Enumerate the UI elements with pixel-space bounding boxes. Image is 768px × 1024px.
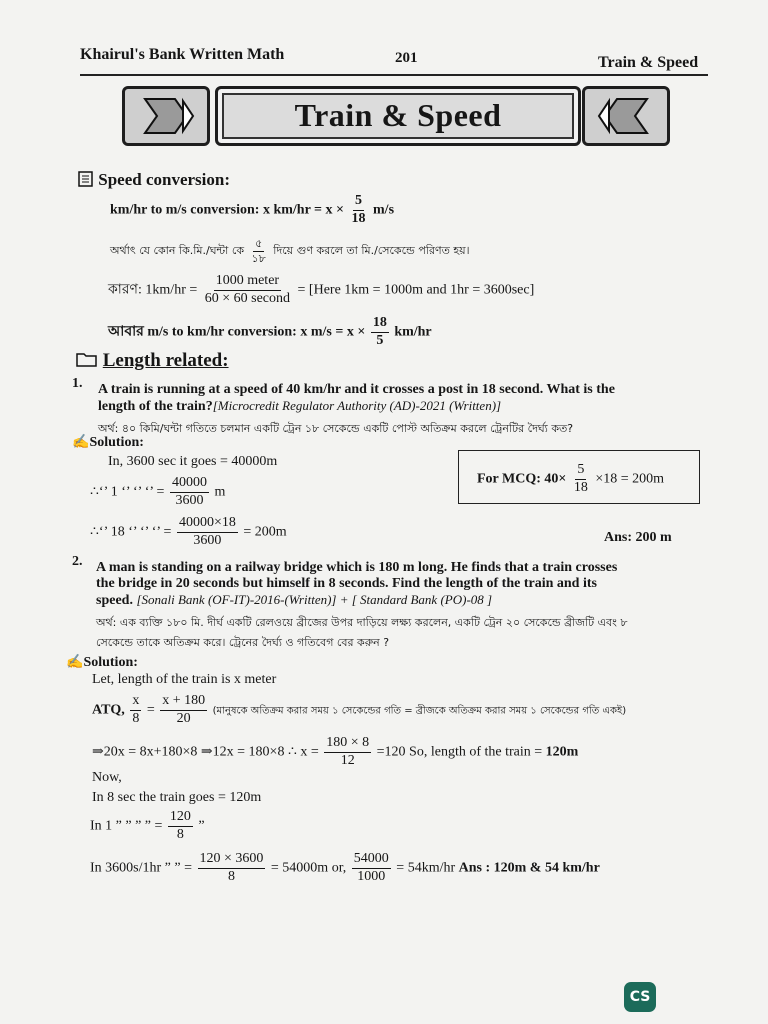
fraction: $\frac{5}{18}$ — [351, 193, 366, 226]
question-2-line1: A man is standing on a railway bridge which is 180 m long. He finds that a train crosses — [96, 560, 618, 575]
solution-2-atq: ATQ, $\frac{x}{8}$ = $\frac{x + 180}{20}$ (মানুষকে অতিক্রম করার সময় ১ সেকেন্ডের গতি = ব্রীজকে অতিক্রম করার সময় ১ সেকেন্ডের গতি একই) — [92, 693, 627, 726]
solution-1-label: ✍Solution: — [72, 435, 144, 450]
reason-label: কারণ: 1km/hr = — [108, 282, 198, 298]
section-length-related: Length related: — [76, 350, 229, 372]
solution-2-let: Let, length of the train is x meter — [92, 672, 277, 687]
mcq-shortcut-box: For MCQ: 40× $\frac{5}{18}$ ×18 = 200m — [458, 450, 700, 504]
question-2-line2: the bridge in 20 seconds but himself in 8 seconds. Find the length of the train and its — [96, 576, 597, 591]
answer-1: Ans: 200 m — [604, 530, 672, 545]
unit: m/s — [373, 202, 395, 218]
solution-1-step3: ∴‘’ 18 ‘’ ‘’ ‘’ = $\frac{40000\times 18}{3600}$ = 200m — [90, 515, 287, 548]
question-1-line1: A train is running at a speed of 40 km/hr and it crosses a post in 18 second. What is the — [98, 382, 615, 397]
question-2-bengali-2: সেকেন্ডে তাকে অতিক্রম করে। ট্রেনের দৈর্ঘ্য ও গতিবেগ বের করুন ? — [96, 636, 390, 649]
bengali-explanation: অর্থাৎ যে কোন কি.মি./ঘন্টা কে $\frac{৫}{১৮}$ দিয়ে গুণ করলে তা মি./সেকেন্ডে পরিণত হয়। — [110, 237, 470, 265]
reason-tail: = [Here 1km = 1000m and 1hr = 3600sec] — [297, 282, 535, 298]
banner-right-arrow — [582, 86, 670, 146]
question-1-number: 1. — [72, 376, 83, 391]
question-1-line2: length of the train?[Microcredit Regulator Authority (AD)-2021 (Written)] — [98, 398, 502, 414]
question-2-line3: speed. [Sonali Bank (OF-IT)-2016-(Written)] + [ Standard Bank (PO)-08 ] — [96, 592, 493, 608]
conversion-label: km/hr to m/s conversion: x km/hr = x × — [110, 202, 345, 218]
banner-title: Train & Speed — [294, 97, 502, 133]
solution-2-label: ✍Solution: — [66, 655, 138, 670]
question-2-source: [Sonali Bank (OF-IT)-2016-(Written)] + [ Standard Bank (PO)-08 ] — [136, 592, 493, 607]
reason-formula: কারণ: 1km/hr = $\frac{\text{1000 meter}}{\text{60 × 60 second}}$ = [Here 1km = 1000m and 1hr = 3600sec] — [108, 273, 535, 306]
section-heading: Speed conversion: — [98, 170, 230, 189]
solution-2-in1: In 1 ” ” ” ” = $\frac{120}{8}$ ” — [90, 809, 205, 842]
pen-icon: ✍ — [72, 435, 90, 450]
conversion-formula — [110, 194, 394, 226]
question-2-bengali-1: অর্থ: এক ব্যক্তি ১৮০ মি. দীর্ঘ একটি রেলওয়ে ব্রীজের উপর দাড়িয়ে লক্ষ্য করলেন, একটি ট্রেন ২০ সেকেন্ডে ব্রীজটি এবং ৮ — [96, 616, 628, 629]
header-rule — [80, 74, 708, 76]
document-icon — [78, 171, 94, 187]
pen-icon: ✍ — [66, 655, 84, 670]
solution-2-in3600: In 3600s/1hr ” ” = $\frac{120 \times 3600}{8}$ = 54000m or, $\frac{54000}{1000}$ = 54km/hr Ans : 120m & 54 km/hr — [90, 851, 600, 884]
solution-2-step: ⇒20x = 8x+180×8 ⇒12x = 180×8 ∴ x = $\frac{180 \times 8}{12}$ =120 So, length of the train = 120m — [92, 735, 579, 768]
banner-left-arrow — [122, 86, 210, 146]
solution-1-step1: In, 3600 sec it goes = 40000m — [108, 454, 278, 469]
question-1-source: [Microcredit Regulator Authority (AD)-2021 (Written)] — [212, 398, 502, 413]
banner-title-box — [215, 86, 581, 146]
final-answer: Ans : 120m & 54 km/hr — [458, 860, 600, 876]
reverse-conversion: আবার m/s to km/hr conversion: x m/s = x × $\frac{18}{5}$ km/hr — [108, 315, 432, 348]
section-speed-conversion — [78, 170, 230, 190]
question-1-bengali: অর্থ: ৪০ কিমি/ঘন্টা গতিতে চলমান একটি ট্রেন ১৮ সেকেন্ডে একটি পোস্ট অতিক্রম করলে ট্রেনটির দৈর্ঘ্য কত? — [98, 422, 574, 435]
camscanner-logo: CS — [624, 982, 656, 1012]
folder-icon — [76, 351, 98, 367]
solution-1-step2: ∴‘’ 1 ‘’ ‘’ ‘’ = $\frac{40000}{3600}$ m — [90, 475, 226, 508]
chevron-left-icon — [585, 89, 667, 143]
header-page-number: 201 — [395, 50, 418, 66]
chevron-right-icon — [125, 89, 207, 143]
header-right: Train & Speed — [598, 54, 699, 71]
solution-2-in8: In 8 sec the train goes = 120m — [92, 790, 262, 805]
header-left: Khairul's Bank Written Math — [80, 46, 285, 63]
question-2-number: 2. — [72, 554, 83, 569]
solution-2-now: Now, — [92, 770, 122, 785]
